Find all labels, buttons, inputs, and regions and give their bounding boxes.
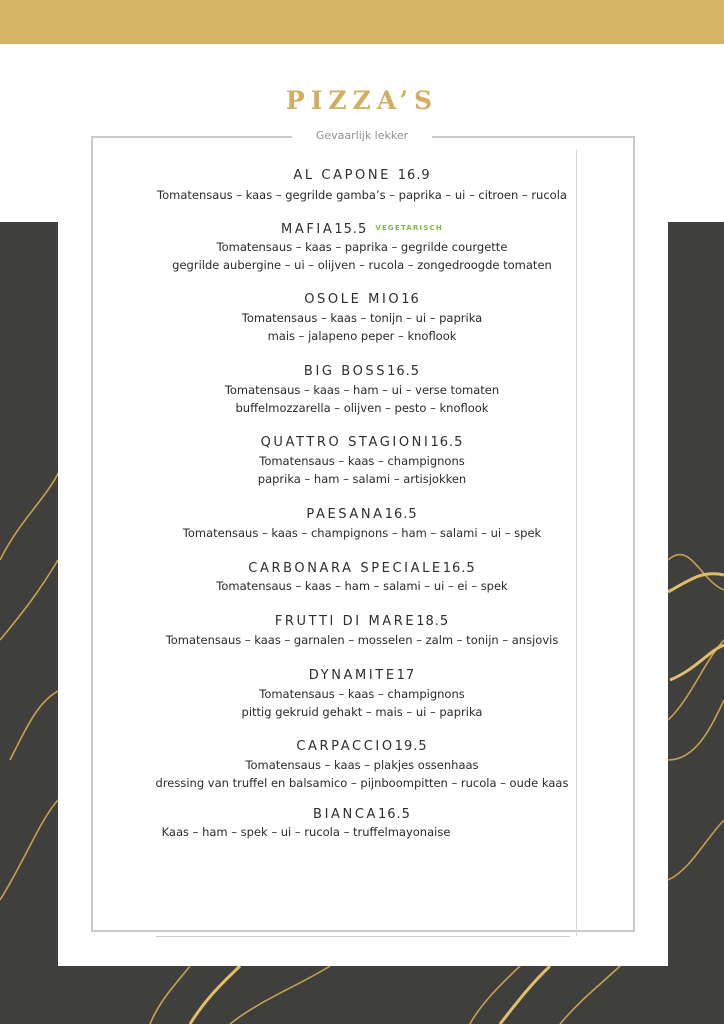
pizza-name: FRUTTI DI MARE18.5 bbox=[274, 614, 450, 629]
pizza-price: 16 bbox=[401, 292, 420, 307]
pizza-name: DYNAMITE17 bbox=[308, 668, 416, 683]
pizza-ingredients: Tomatensaus – kaas – paprika – gegrilde courgette bbox=[216, 240, 508, 254]
pizza-ingredients: Tomatensaus – kaas – tonijn – ui – paprika bbox=[241, 311, 483, 325]
pizza-name: CARBONARA SPECIALE16.5 bbox=[248, 561, 476, 576]
menu-title: PIZZA’S bbox=[285, 86, 439, 115]
pizza-price: 16.9 bbox=[397, 168, 431, 183]
menu-subtitle: Gevaarlijk lekker bbox=[315, 129, 409, 142]
pizza-ingredients: Tomatensaus – kaas – champignons bbox=[259, 454, 465, 468]
pizza-ingredients: Tomatensaus – kaas – ham – salami – ui – ei – spek bbox=[216, 579, 508, 593]
pizza-ingredients: Tomatensaus – kaas – ham – ui – verse tomaten bbox=[224, 383, 500, 397]
pizza-name: BIANCA16.5 bbox=[313, 807, 411, 822]
pizza-name: AL CAPONE 16.9 bbox=[293, 168, 431, 183]
pizza-ingredients: Tomatensaus – kaas – plakjes ossenhaas bbox=[245, 758, 479, 772]
pizza-price: 16.5 bbox=[442, 561, 476, 576]
pizza-ingredients: Tomatensaus – kaas – champignons bbox=[259, 687, 465, 701]
pizza-name: MAFIA15.5 $^{VEGETARISCH}$ bbox=[281, 222, 443, 237]
pizza-ingredients: Tomatensaus – kaas – gegrilde gamba’s – paprika – ui – citroen – rucola bbox=[157, 188, 567, 202]
vegetarian-tag: VEGETARISCH bbox=[375, 224, 443, 232]
pizza-name: PAESANA16.5 bbox=[306, 507, 418, 522]
pizza-price: 15.5 bbox=[334, 222, 368, 237]
pizza-ingredients: Tomatensaus – kaas – champignons – ham – salami – ui – spek bbox=[182, 526, 542, 540]
pizza-ingredients: Tomatensaus – kaas – garnalen – mosselen – zalm – tonijn – ansjovis bbox=[165, 633, 559, 647]
pizza-price: 16.5 bbox=[384, 507, 418, 522]
pizza-name: OSOLE MIO16 bbox=[304, 292, 420, 307]
pizza-price: 18.5 bbox=[416, 614, 450, 629]
pizza-name: CARPACCIO19.5 bbox=[296, 739, 428, 754]
pizza-ingredients: buffelmozzarella – olijven – pesto – knoflook bbox=[235, 401, 489, 415]
pizza-price: 16.5 bbox=[378, 807, 411, 822]
pizza-ingredients: paprika – ham – salami – artisjokken bbox=[257, 472, 467, 486]
pizza-ingredients: dressing van truffel en balsamico – pijnboompitten – rucola – oude kaas bbox=[155, 776, 569, 790]
pizza-price: 16.5 bbox=[430, 435, 464, 450]
pizza-ingredients: gegrilde aubergine – ui – olijven – rucola – zongedroogde tomaten bbox=[172, 258, 552, 272]
pizza-ingredients: Kaas – ham – spek – ui – rucola – truffelmayonaise bbox=[161, 825, 451, 839]
pizza-price: 19.5 bbox=[394, 739, 428, 754]
pizza-ingredients: mais – jalapeno peper – knoflook bbox=[267, 329, 457, 343]
pizza-name: QUATTRO STAGIONI16.5 bbox=[260, 435, 464, 450]
pizza-ingredients: pittig gekruid gehakt – mais – ui – paprika bbox=[241, 705, 483, 719]
pizza-name: BIG BOSS16.5 bbox=[303, 364, 421, 379]
pizza-price: 17 bbox=[396, 668, 416, 683]
frame-bottom-line bbox=[156, 936, 570, 937]
pizza-price: 16.5 bbox=[387, 364, 421, 379]
